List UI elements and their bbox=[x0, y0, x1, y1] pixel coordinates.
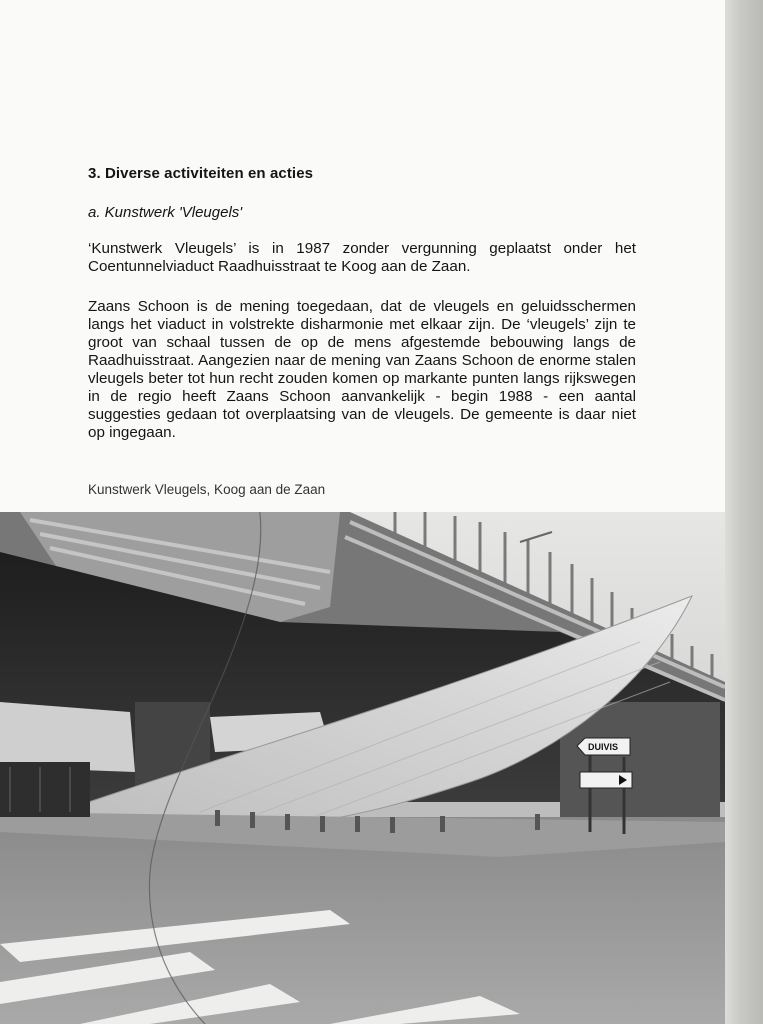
light-opening bbox=[0, 702, 135, 772]
section-subheading: a. Kunstwerk 'Vleugels' bbox=[88, 204, 243, 221]
sign-top-label: DUIVIS bbox=[588, 742, 619, 752]
page-edge bbox=[725, 0, 763, 1024]
paragraph-2: Zaans Schoon is de mening toegedaan, dat de vleugels en geluidsschermen langs het viaduct in volstrekte disharmonie met elkaar zijn. De ‘vleugels’ zijn te groot van schaal tussen de op de mens afgestemde bebouwing langs de Raadhuisstraat. Aangezien naar de mening van Zaans Schoon de enorme stalen vleugels beter tot hun recht zouden komen op markante punten langs rijkswegen in de regio heeft Zaans Schoon aanvankelijk - begin 1988 - een aantal suggesties gedaan tot overplaatsing van de vleugels. De gemeente is daar niet op ingegaan. bbox=[88, 298, 636, 441]
paragraph-1: ‘Kunstwerk Vleugels’ is in 1987 zonder vergunning geplaatst onder het Coentunnelviaduct Raadhuisstraat te Koog aan de Zaan. bbox=[88, 240, 636, 275]
section-heading: 3. Diverse activiteiten en acties bbox=[88, 165, 314, 182]
viaduct-photo bbox=[0, 512, 725, 1024]
photo-caption: Kunstwerk Vleugels, Koog aan de Zaan bbox=[88, 482, 326, 497]
direction-sign-top bbox=[577, 738, 630, 755]
building bbox=[0, 762, 90, 817]
direction-sign-bottom bbox=[580, 772, 632, 788]
